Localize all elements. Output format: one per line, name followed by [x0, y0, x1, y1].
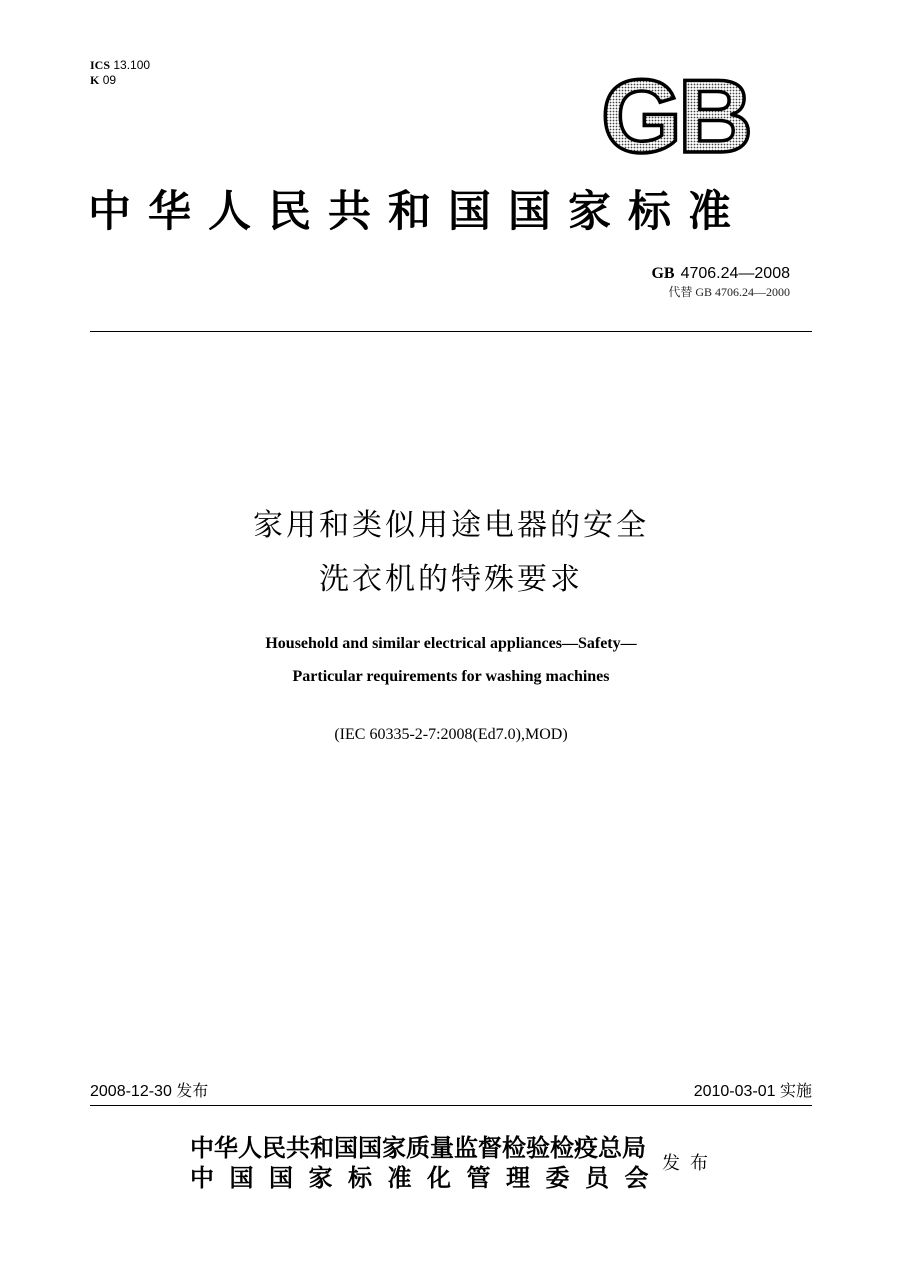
- ccs-line: [90, 73, 150, 88]
- publish-label: 发布: [662, 1153, 718, 1174]
- ccs-label: K: [90, 73, 100, 87]
- english-title-line1: Household and similar electrical appliances—Safety—: [265, 635, 637, 652]
- issuer-sac: 中国国家标准化管理委员会: [190, 1163, 664, 1192]
- effective-date: 2010-03-01 实施: [693, 1083, 812, 1100]
- issuer-aqsiq: 中华人民共和国国家质量监督检验检疫总局: [190, 1133, 646, 1162]
- ics-value: 13.100: [113, 58, 151, 72]
- classification-codes: [90, 58, 150, 88]
- issue-date: 2008-12-30 发布: [90, 1083, 209, 1100]
- standard-number-block: [651, 264, 790, 300]
- top-divider: [90, 331, 812, 332]
- bottom-divider: [90, 1105, 812, 1106]
- ccs-value: 09: [102, 73, 117, 87]
- standard-number: 4706.24—2008: [680, 265, 790, 282]
- chinese-title-line2: 洗衣机的特殊要求: [319, 562, 583, 597]
- chinese-title-line1: 家用和类似用途电器的安全: [253, 508, 649, 543]
- gb-logo-text: GB: [601, 68, 749, 160]
- standard-prefix: GB: [651, 265, 675, 282]
- national-standard-title: 中华人民共和国国家标准: [88, 187, 748, 237]
- iec-reference: (IEC 60335-2-7:2008(Ed7.0),MOD): [334, 726, 568, 743]
- ics-line: [90, 58, 150, 73]
- replaces-standard: 代替 GB 4706.24—2000: [668, 285, 790, 299]
- standard-code: [651, 264, 790, 284]
- gb-logo: [585, 68, 765, 160]
- english-title-line2: Particular requirements for washing machines: [292, 668, 610, 685]
- ics-label: ICS: [90, 58, 111, 72]
